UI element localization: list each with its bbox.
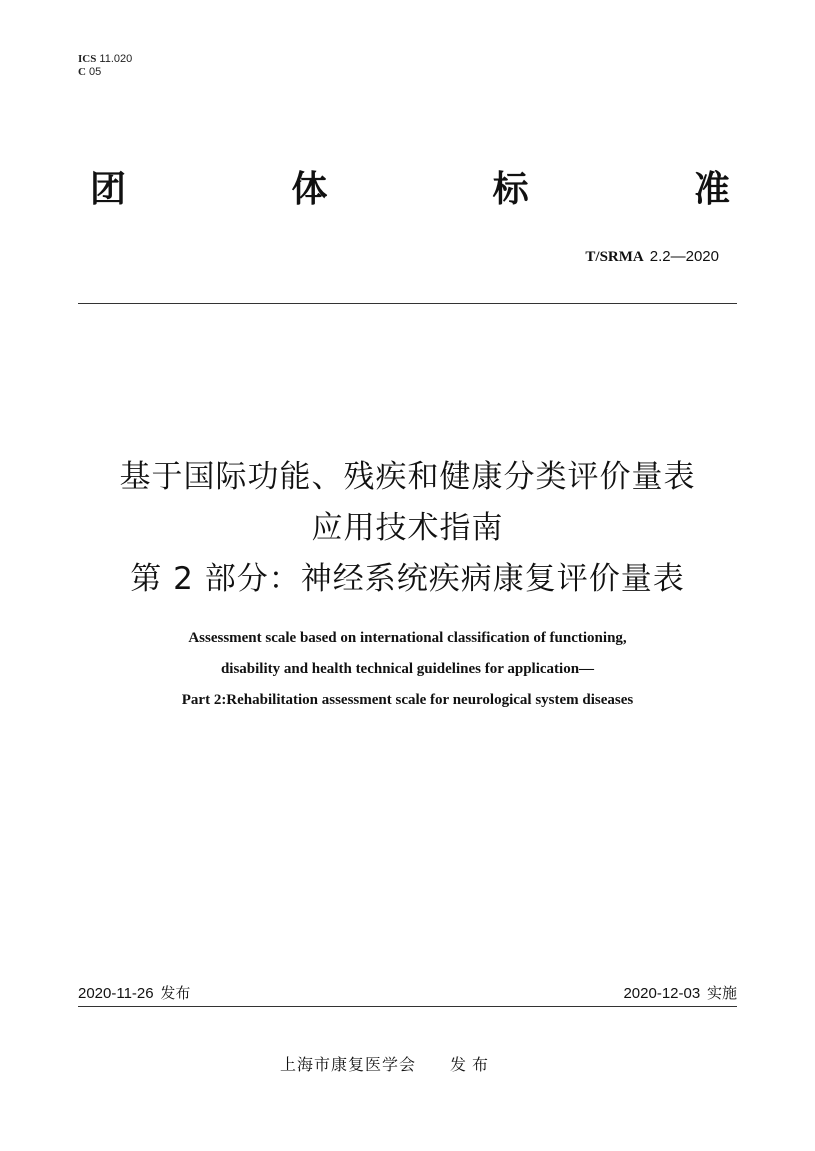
classification-codes	[78, 53, 132, 79]
chinese-title-line-1: 基于国际功能、残疾和健康分类评价量表	[119, 459, 696, 495]
ics-code: 11.020	[99, 53, 133, 65]
english-title-line-3: Part 2:Rehabilitation assessment scale for neurological system diseases	[181, 692, 634, 708]
ics-label: ICS	[78, 53, 97, 65]
english-title	[0, 623, 815, 716]
publisher-line	[280, 1055, 494, 1075]
category-char-3: 标	[492, 169, 529, 210]
issue-date-value: 2020-11-26	[78, 985, 154, 1002]
category-char-2: 体	[291, 169, 328, 210]
english-title-line-1: Assessment scale based on international classification of functioning,	[188, 630, 627, 646]
category-char-4: 准	[693, 169, 730, 210]
publisher-organization: 上海市康复医学会	[280, 1055, 417, 1074]
standard-category-title	[90, 166, 730, 214]
ics-code-row	[78, 53, 132, 66]
ccs-code: 05	[89, 66, 102, 78]
top-divider	[78, 303, 737, 304]
chinese-title-line-3: 第 2 部分：神经系统疾病康复评价量表	[130, 561, 685, 597]
implementation-date-value: 2020-12-03	[623, 985, 701, 1002]
chinese-title-line-2: 应用技术指南	[311, 510, 504, 546]
implementation-date-label: 实施	[706, 984, 737, 1002]
standard-code: 2.2—2020	[649, 248, 719, 265]
implementation-date	[623, 984, 737, 1003]
publisher-action: 发布	[450, 1055, 495, 1074]
ccs-code-row	[78, 66, 132, 79]
standard-prefix: T/SRMA	[585, 249, 644, 265]
bottom-divider	[78, 1006, 737, 1007]
ccs-label: C	[78, 66, 86, 78]
issue-date-label: 发布	[160, 984, 191, 1002]
issue-date	[78, 984, 190, 1003]
chinese-title	[0, 452, 815, 605]
english-title-line-2: disability and health technical guidelines for application—	[220, 661, 595, 677]
category-char-1: 团	[90, 169, 127, 210]
standard-number	[585, 247, 719, 266]
